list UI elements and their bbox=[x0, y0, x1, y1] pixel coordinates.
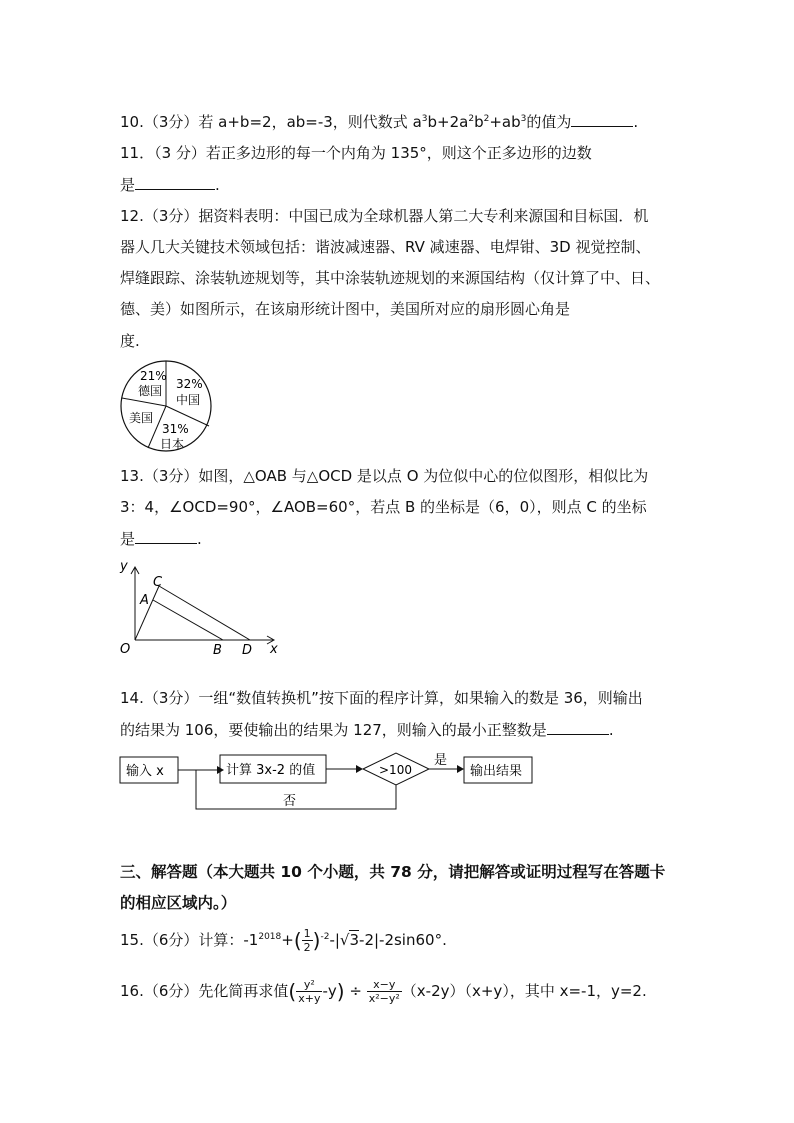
q16-fraction-1 bbox=[296, 978, 322, 1005]
q15-exp: 2018 bbox=[258, 932, 282, 942]
q15-frac-den: 2 bbox=[303, 941, 311, 954]
pie-label-us: 美国 bbox=[129, 411, 154, 425]
q15-paren-close: ) bbox=[312, 928, 321, 953]
question-13-line3 bbox=[120, 528, 202, 549]
q10-text-d: +ab bbox=[489, 113, 521, 131]
segment-CD bbox=[159, 586, 250, 640]
question-12-line1: 12.（3分）据资料表明：中国已成为全球机器人第二大专利来源国和目标国．机 bbox=[120, 207, 649, 225]
q15-plus: + bbox=[281, 931, 294, 949]
question-11-line2 bbox=[120, 174, 220, 195]
section-3-heading-line2: 的相应区域内。） bbox=[120, 894, 237, 912]
q10-sup-d: 3 bbox=[520, 114, 527, 124]
q10-text-c: b bbox=[474, 113, 484, 131]
answer-blank[interactable] bbox=[547, 719, 609, 735]
pie-label-de-pct: 21% bbox=[140, 369, 167, 383]
flow-arrowhead-yes bbox=[457, 765, 464, 773]
q10-number: 10. bbox=[120, 113, 144, 131]
label-y: y bbox=[120, 559, 128, 574]
question-14-line2 bbox=[120, 719, 614, 740]
q16-f1-den: x+y bbox=[298, 992, 321, 1005]
q10-text-b: b+2a bbox=[427, 113, 469, 131]
question-11-line1: 11．（3 分）若正多边形的每一个内角为 135°，则这个正多边形的边数 bbox=[120, 144, 592, 162]
q15-mid: -| bbox=[329, 931, 340, 949]
flow-compute-label: 计算 3x-2 的值 bbox=[226, 763, 316, 778]
label-C: C bbox=[153, 575, 163, 590]
answer-blank[interactable] bbox=[571, 111, 633, 127]
q10-score: （3分） bbox=[143, 113, 199, 131]
q15-sqrt-value: 3 bbox=[349, 931, 360, 949]
pie-label-jp-pct: 31% bbox=[162, 422, 189, 436]
pie-label-jp: 日本 bbox=[160, 437, 185, 451]
flow-output-label: 输出结果 bbox=[470, 764, 523, 779]
similar-triangles-figure bbox=[115, 556, 285, 661]
q14-period: . bbox=[608, 721, 614, 739]
q11-period: . bbox=[215, 176, 220, 194]
q16-fraction-2 bbox=[367, 978, 402, 1005]
q10-text-a: 若 a+b=2，ab=-3，则代数式 a bbox=[198, 113, 422, 131]
answer-blank[interactable] bbox=[135, 528, 197, 544]
pie-chart-figure bbox=[118, 358, 218, 458]
flow-condition-label: >100 bbox=[379, 763, 412, 777]
question-10 bbox=[120, 109, 638, 132]
segment-AB bbox=[153, 600, 223, 640]
pie-label-cn-pct: 32% bbox=[176, 377, 203, 391]
answer-blank[interactable] bbox=[135, 174, 215, 190]
question-13-line1: 13.（3分）如图，△OAB 与△OCD 是以点 O 为位似中心的位似图形，相似比为 bbox=[120, 467, 649, 485]
q10-sup-a: 3 bbox=[421, 114, 428, 124]
q11-text: 是 bbox=[120, 176, 136, 194]
q13-text: 是 bbox=[120, 530, 136, 548]
question-12-line3: 焊缝跟踪、涂装轨迹规划等，其中涂装轨迹规划的来源国结构（仅计算了中、日、 bbox=[120, 269, 661, 287]
q15-paren-open: ( bbox=[293, 928, 302, 953]
q10-period: . bbox=[633, 113, 639, 131]
pie-divider-left bbox=[122, 398, 166, 406]
q15-tail: -2|-2sin60°. bbox=[359, 931, 447, 949]
q16-paren-open: ( bbox=[288, 979, 297, 1004]
question-12-line2: 器人几大关键技术领域包括：谐波减速器、RV 减速器、电焊钳、3D 视觉控制、 bbox=[120, 238, 651, 256]
question-12-line4: 德、美）如图所示，在该扇形统计图中，美国所对应的扇形圆心角是 bbox=[120, 300, 571, 318]
q14-text: 的结果为 106，要使输出的结果为 127，则输入的最小正整数是 bbox=[120, 721, 547, 739]
label-B: B bbox=[213, 643, 222, 658]
q15-exp2: -2 bbox=[320, 932, 330, 942]
q16-f2-den: x²−y² bbox=[368, 992, 400, 1005]
flow-no-label: 否 bbox=[283, 794, 297, 809]
label-A: A bbox=[140, 593, 149, 608]
q16-prefix: 16.（6分）先化简再求值 bbox=[120, 982, 289, 1000]
pie-label-de: 德国 bbox=[138, 384, 163, 398]
label-O: O bbox=[120, 642, 131, 657]
flow-input-label: 输入 x bbox=[126, 764, 164, 779]
q15-frac-num: 1 bbox=[303, 927, 311, 940]
q16-f1-num: y² bbox=[296, 978, 322, 992]
q10-text-e: 的值为 bbox=[526, 113, 572, 131]
question-13-line2: 3：4，∠OCD=90°，∠AOB=60°，若点 B 的坐标是（6，0），则点 C 的坐标 bbox=[120, 498, 647, 516]
q13-period: . bbox=[197, 530, 202, 548]
label-D: D bbox=[242, 643, 253, 658]
question-12-line5: 度. bbox=[120, 332, 140, 350]
sqrt-symbol: √ bbox=[339, 931, 350, 949]
q15-fraction bbox=[302, 927, 313, 954]
q16-divide: ÷ bbox=[349, 982, 362, 1000]
flowchart-figure bbox=[110, 745, 550, 815]
q15-prefix: 15.（6分）计算：-1 bbox=[120, 931, 259, 949]
section-3-heading-line1: 三、解答题（本大题共 10 个小题，共 78 分，请把解答或证明过程写在答题卡 bbox=[120, 863, 666, 881]
q16-f2-num: x−y bbox=[367, 978, 402, 992]
pie-label-cn: 中国 bbox=[176, 393, 201, 407]
flow-yes-label: 是 bbox=[434, 753, 448, 768]
question-15 bbox=[120, 924, 447, 954]
q16-paren-close: ) bbox=[336, 979, 345, 1004]
q10-sup-b: 2 bbox=[468, 114, 475, 124]
q10-sup-c: 2 bbox=[483, 114, 490, 124]
label-x: x bbox=[270, 642, 278, 657]
question-16 bbox=[120, 974, 647, 1009]
q16-minus-y: -y bbox=[322, 982, 337, 1000]
q16-tail: （x-2y）（x+y），其中 x=-1，y=2. bbox=[401, 982, 647, 1000]
question-14-line1: 14.（3分）一组“数值转换机”按下面的程序计算，如果输入的数是 36，则输出 bbox=[120, 689, 643, 707]
